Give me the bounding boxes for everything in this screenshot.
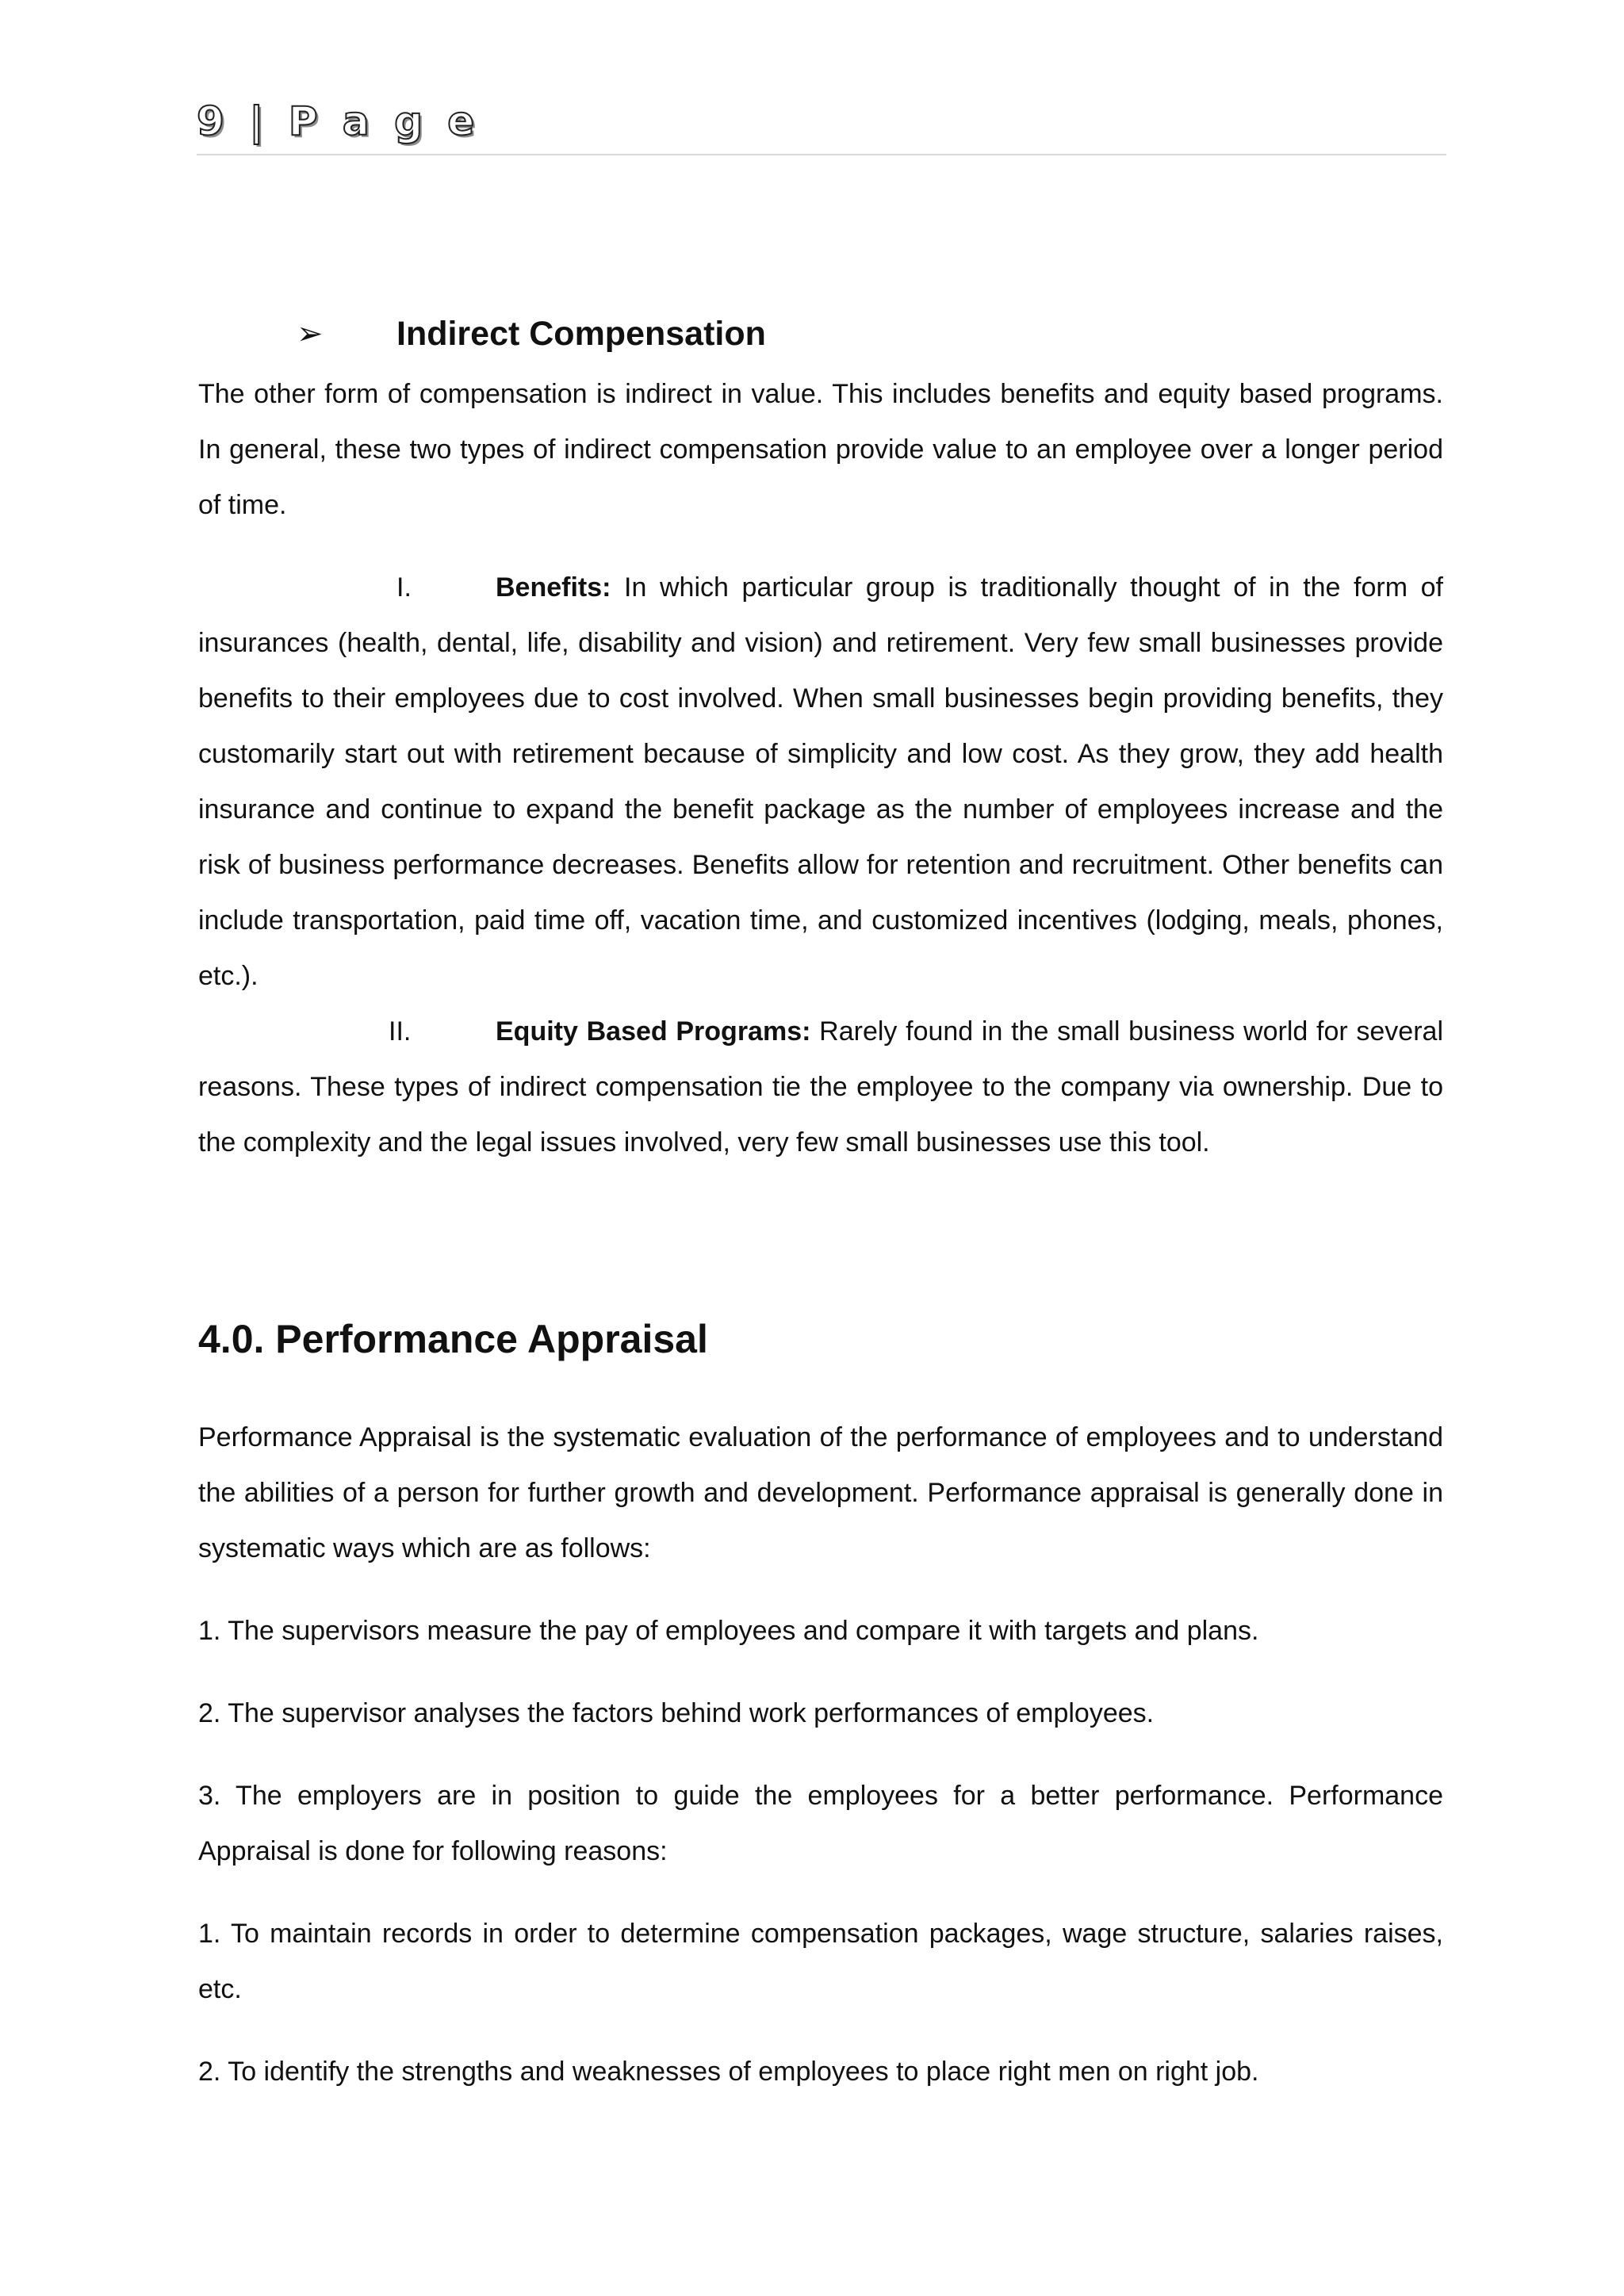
document-body [198, 301, 1443, 2126]
page-header [197, 98, 1446, 155]
appraisal-reason-1: 1. To maintain records in order to determine compensation packages, wage structure, salaries raises, etc. [198, 1919, 1443, 2004]
equity-paragraph [198, 1004, 1443, 1170]
appraisal-step-3: 3. The employers are in position to guide the employees for a better performance. Performance Appraisal is done for following reasons: [198, 1781, 1443, 1866]
equity-text: Rarely found in the small business world for several reasons. These types of indirect compensation tie the employee to the company via ownership. Due to the complexity and the legal issues involved, very few small businesses use this tool. [198, 1016, 1444, 1158]
indirect-compensation-title: Indirect Compensation [396, 315, 766, 353]
appraisal-step-2: 2. The supervisor analyses the factors behind work performances of employees. [198, 1698, 1155, 1728]
indirect-compensation-heading [198, 301, 1443, 366]
benefits-paragraph [198, 560, 1443, 1004]
benefits-text: In which particular group is traditionally thought of in the form of insurances (health, dental, life, disability and vision) and retirement. Very few small businesses provide benefits to their employees due to cost involved. When small businesses begin providing benefits, they customarily start out with retirement because of simplicity and low cost. As they grow, they add health insurance and continue to expand the benefit package as the number of employees increase and the risk of business performance decreases. Benefits allow for retention and recruitment. Other benefits can include transportation, paid time off, vacation time, and customized incentives (lodging, meals, phones, etc.). [198, 572, 1443, 991]
performance-appraisal-heading: 4.0. Performance Appraisal [198, 1317, 708, 1361]
appraisal-reason-2: 2. To identify the strengths and weaknesses of employees to place right men on right job. [198, 2057, 1259, 2087]
page-number-label: 9 | P a g e [197, 98, 481, 144]
equity-numeral: II. [389, 1016, 412, 1047]
equity-term: Equity Based Programs: [496, 1016, 811, 1047]
benefits-term: Benefits: [496, 572, 611, 603]
arrow-bullet-icon: ➢ [297, 316, 324, 351]
appraisal-step-1: 1. The supervisors measure the pay of employees and compare it with targets and plans. [198, 1616, 1259, 1646]
benefits-numeral: I. [396, 572, 412, 603]
performance-appraisal-intro: Performance Appraisal is the systematic evaluation of the performance of employees and to understand the abilities of a person for further growth and development. Performance appraisal is generally done in systematic ways which are as follows: [198, 1422, 1443, 1563]
indirect-compensation-intro: The other form of compensation is indirect in value. This includes benefits and equity based programs. In general, these two types of indirect compensation provide value to an employee over a longer period of time. [198, 379, 1443, 520]
